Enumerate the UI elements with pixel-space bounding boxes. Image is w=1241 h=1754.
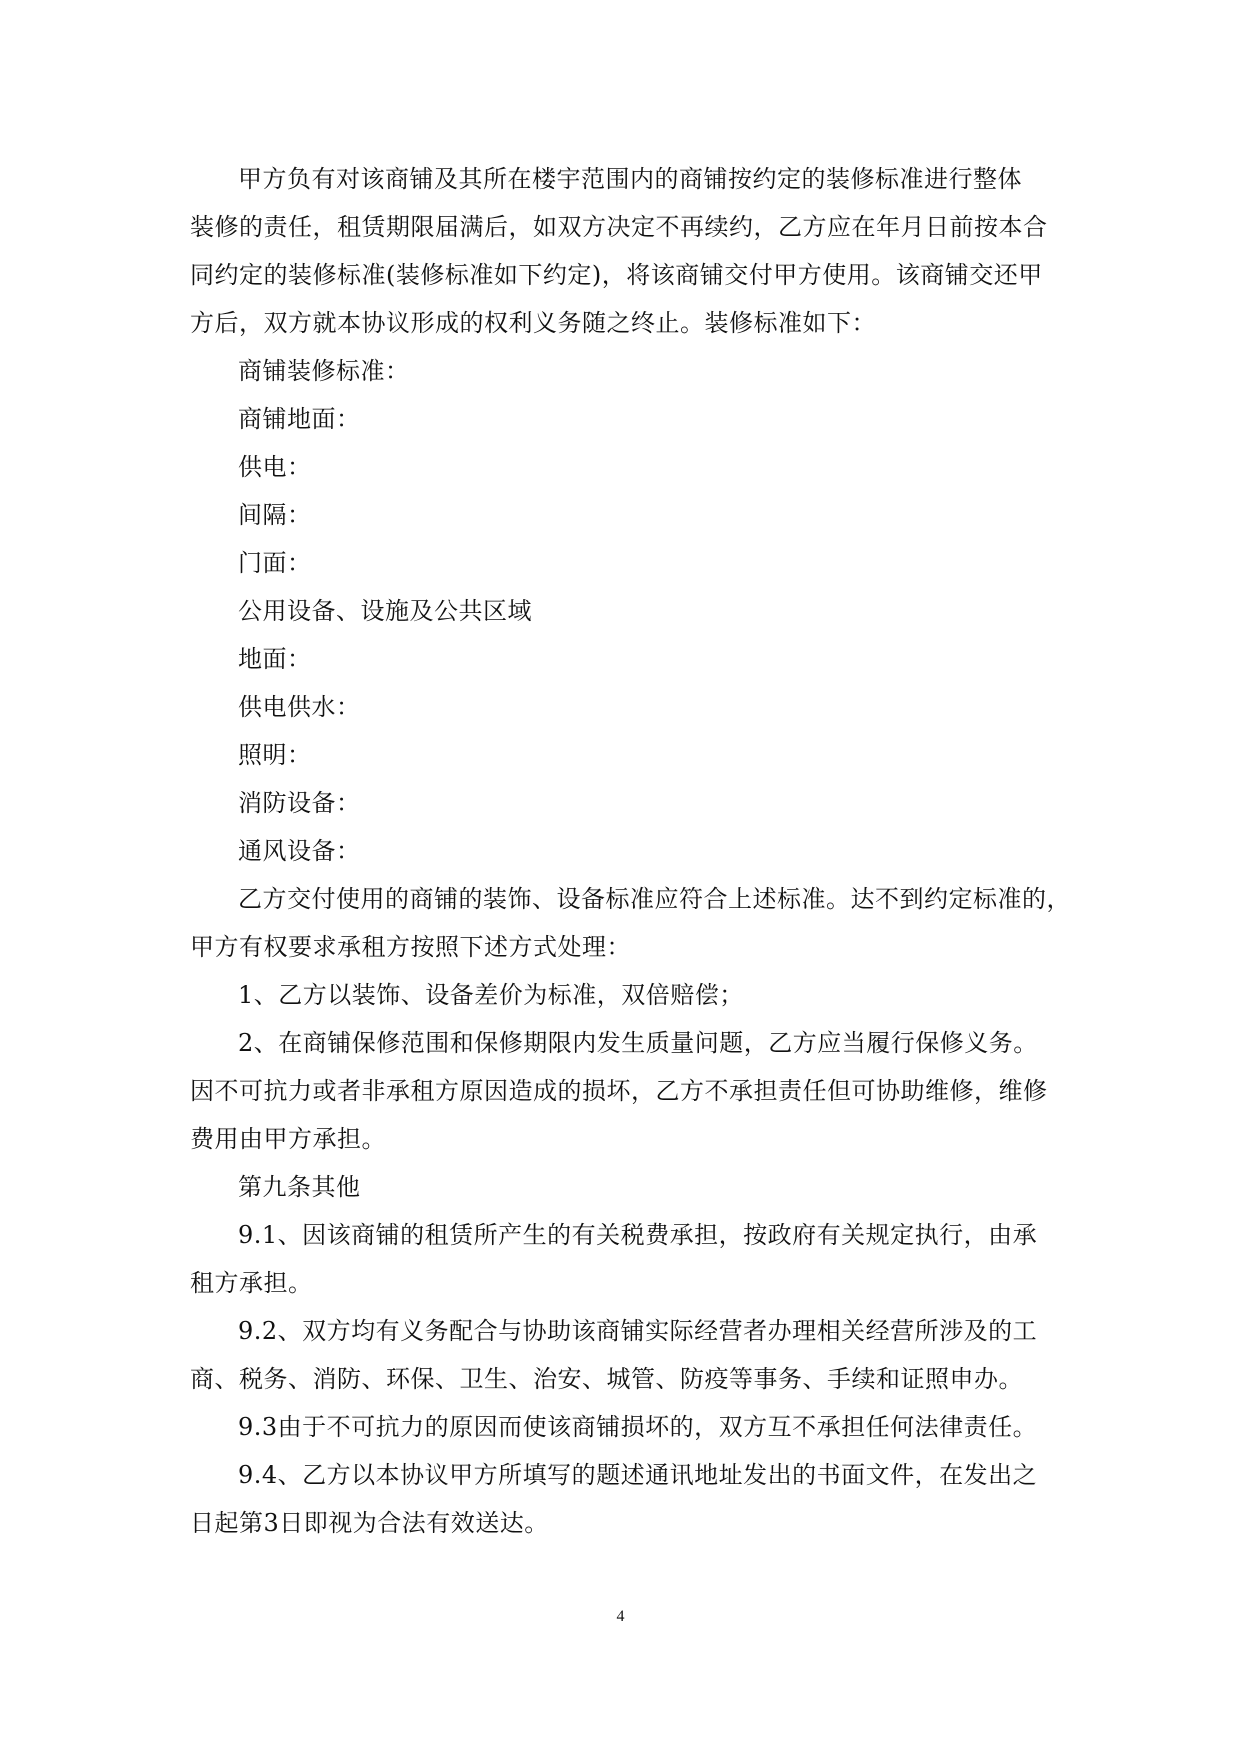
clause-line: 商、税务、消防、环保、卫生、治安、城管、防疫等事务、手续和证照申办。 <box>190 1365 1023 1393</box>
clause-line: 日起第3日即视为合法有效送达。 <box>190 1509 549 1537</box>
standard-heading: 商铺装修标准： <box>238 357 410 385</box>
standard-item: 门面： <box>238 549 312 577</box>
standard-item: 地面： <box>238 645 312 673</box>
paragraph-line: 装修的责任，租赁期限届满后，如双方决定不再续约，乙方应在年月日前按本合 <box>190 213 1048 241</box>
paragraph-line: 甲方有权要求承租方按照下述方式处理： <box>190 933 631 961</box>
document-body <box>190 155 1071 1547</box>
paragraph-line: 甲方负有对该商铺及其所在楼宇范围内的商铺按约定的装修标准进行整体 <box>238 165 1022 193</box>
clause-line: 9.1、因该商铺的租赁所产生的有关税费承担，按政府有关规定执行，由承 <box>238 1221 1038 1249</box>
article-heading: 第九条其他 <box>238 1173 361 1201</box>
standard-subheading: 公用设备、设施及公共区域 <box>238 597 532 625</box>
paragraph-line: 费用由甲方承担。 <box>190 1125 386 1153</box>
standard-item: 商铺地面： <box>238 405 361 433</box>
clause-line: 9.2、双方均有义务配合与协助该商铺实际经营者办理相关经营所涉及的工 <box>238 1317 1038 1345</box>
list-item: 2、在商铺保修范围和保修期限内发生质量问题，乙方应当履行保修义务。 <box>238 1029 1038 1057</box>
page-number: 4 <box>616 1608 625 1625</box>
paragraph-line: 同约定的装修标准(装修标准如下约定)，将该商铺交付甲方使用。该商铺交还甲 <box>190 261 1043 289</box>
paragraph-line: 方后，双方就本协议形成的权利义务随之终止。装修标准如下： <box>190 309 876 337</box>
paragraph-line: 因不可抗力或者非承租方原因造成的损坏，乙方不承担责任但可协助维修，维修 <box>190 1077 1048 1105</box>
standard-item: 消防设备： <box>238 789 361 817</box>
standard-item: 通风设备： <box>238 837 361 865</box>
standard-item: 供电供水： <box>238 693 361 721</box>
list-item: 1、乙方以装饰、设备差价为标准，双倍赔偿； <box>238 981 744 1009</box>
standard-item: 间隔： <box>238 501 312 529</box>
paragraph-line: 乙方交付使用的商铺的装饰、设备标准应符合上述标准。达不到约定标准的， <box>238 885 1071 913</box>
clause-line: 9.3由于不可抗力的原因而使该商铺损坏的，双方互不承担任何法律责任。 <box>238 1413 1038 1441</box>
standard-item: 供电： <box>238 453 312 481</box>
standard-item: 照明： <box>238 741 312 769</box>
clause-line: 9.4、乙方以本协议甲方所填写的题述通讯地址发出的书面文件，在发出之 <box>238 1461 1038 1489</box>
clause-line: 租方承担。 <box>190 1269 313 1297</box>
